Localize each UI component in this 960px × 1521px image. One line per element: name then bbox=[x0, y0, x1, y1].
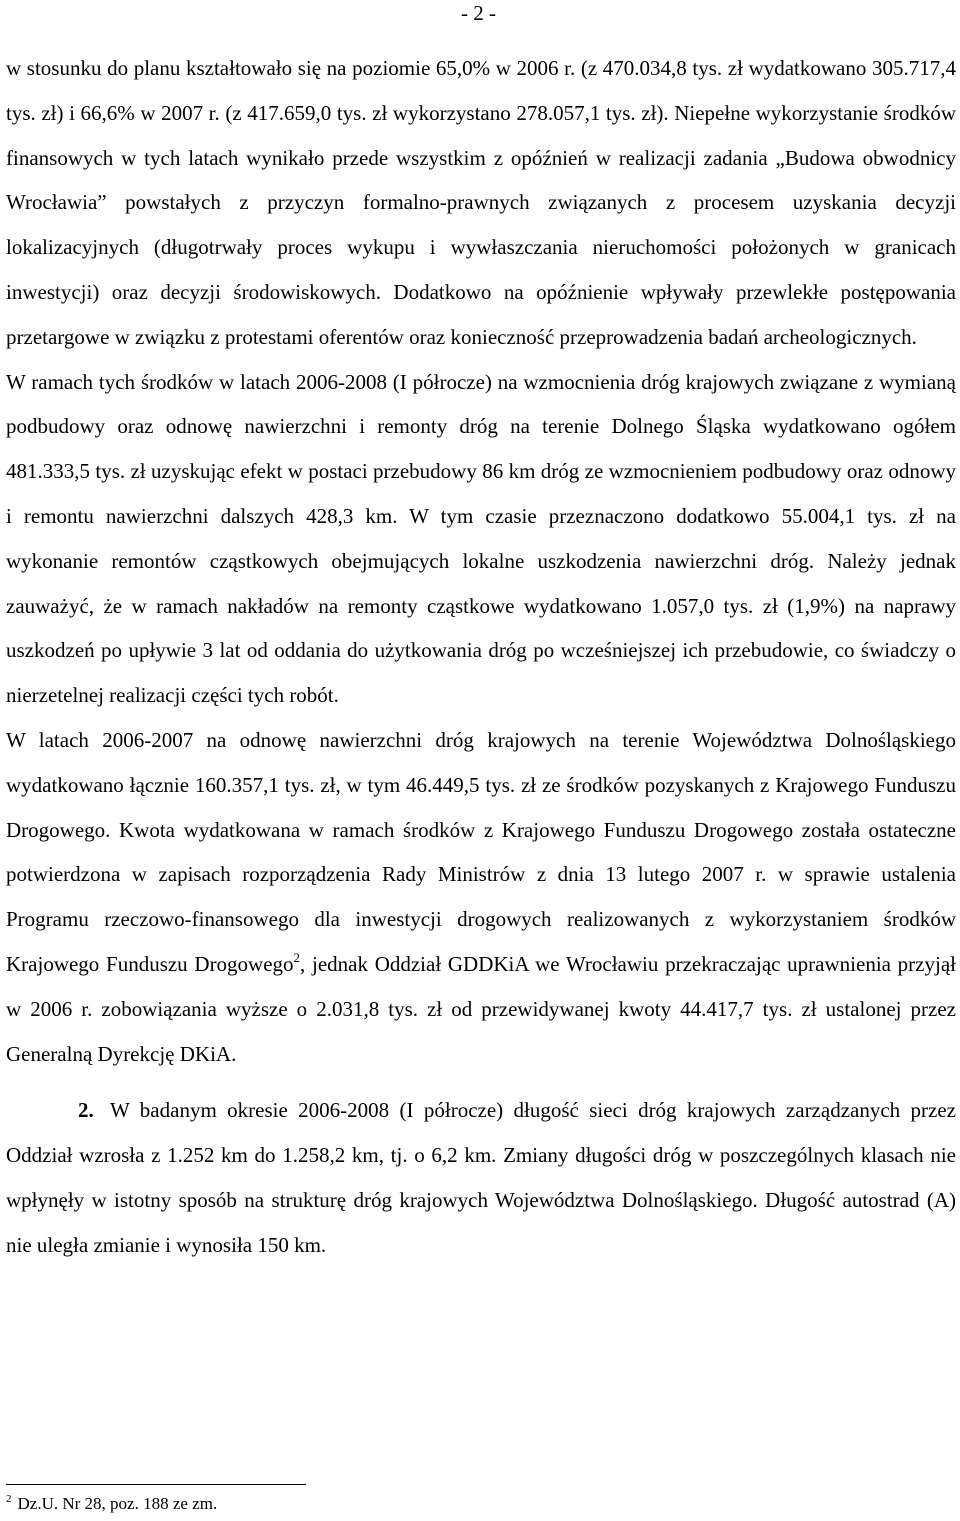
footnote-mark: 2 bbox=[6, 1493, 12, 1505]
paragraph-4 bbox=[6, 1088, 956, 1267]
document-body bbox=[6, 46, 956, 1268]
footnote bbox=[6, 1493, 217, 1515]
section-number: 2. bbox=[78, 1098, 94, 1123]
paragraph-3-text-before: W latach 2006-2007 na odnowę nawierzchni dróg krajowych na terenie Województwa Dolnośląskiego wydatkowano łącznie 160.357,1 tys. zł, w tym 46.449,5 tys. zł ze środków pozyskanych z Krajowego Funduszu Drogowego. Kwota wydatkowana w ramach środków z Krajowego Funduszu Drogowego została ostateczne potwierdzona w zapisach rozporządzenia Rady Ministrów z dnia 13 lutego 2007 r. w sprawie ustalenia Programu rzeczowo-finansowego dla inwestycji drogowych realizowanych z wykorzystaniem środków Krajowego Funduszu Drogowego bbox=[6, 727, 956, 976]
paragraph-4-text: W badanym okresie 2006-2008 (I półrocze) długość sieci dróg krajowych zarządzanych przez Oddział wzrosła z 1.252 km do 1.258,2 km, tj. o 6,2 km. Zmiany długości dróg w poszczególnych klasach nie wpłynęły w istotny sposób na strukturę dróg krajowych Województwa Dolnośląskiego. Długość autostrad (A) nie uległa zmianie i wynosiła 150 km. bbox=[6, 1098, 956, 1257]
footnote-reference[interactable]: 2 bbox=[293, 949, 301, 965]
paragraph-2: W ramach tych środków w latach 2006-2008 (I półrocze) na wzmocnienia dróg krajowych związane z wymianą podbudowy oraz odnowę nawierzchni i remonty dróg na terenie Dolnego Śląska wydatkowano ogółem 481.333,5 tys. zł uzyskując efekt w postaci przebudowy 86 km dróg ze wzmocnieniem podbudowy oraz odnowy i remontu nawierzchni dalszych 428,3 km. W tym czasie przeznaczono dodatkowo 55.004,1 tys. zł na wykonanie remontów cząstkowych obejmujących lokalne uszkodzenia nawierzchni dróg. Należy jednak zauważyć, że w ramach nakładów na remonty cząstkowe wydatkowano 1.057,0 tys. zł (1,9%) na naprawy uszkodzeń po upływie 3 lat od oddania do użytkowania dróg po wcześniejszej ich przebudowie, co świadczy o nierzetelnej realizacji części tych robót. bbox=[6, 369, 956, 708]
paragraph-1: w stosunku do planu kształtowało się na poziomie 65,0% w 2006 r. (z 470.034,8 tys. zł wydatkowano 305.717,4 tys. zł) i 66,6% w 2007 r. (z 417.659,0 tys. zł wykorzystano 278.057,1 tys. zł). Niepełne wykorzystanie środków finansowych w tych latach wynikało przede wszystkim z opóźnień w realizacji zadania „Budowa obwodnicy Wrocławia” powstałych z przyczyn formalno-prawnych związanych z procesem uzyskania decyzji lokalizacyjnych (długotrwały proces wykupu i wywłaszczania nieruchomości położonych w granicach inwestycji) oraz decyzji środowiskowych. Dodatkowo na opóźnienie wpływały przewlekłe postępowania przetargowe w związku z protestami oferentów oraz konieczność przeprowadzenia badań archeologicznych. bbox=[6, 56, 956, 349]
footnote-text: Dz.U. Nr 28, poz. 188 ze zm. bbox=[17, 1494, 218, 1513]
paragraph-3 bbox=[6, 718, 956, 1076]
footnote-divider bbox=[6, 1484, 306, 1485]
page-number: - 2 - bbox=[461, 1, 496, 25]
paragraph-3-text-after: , jednak Oddział GDDKiA we Wrocławiu przekraczając uprawnienia przyjął w 2006 r. zobowiązania wyższe o 2.031,8 tys. zł od przewidywanej kwoty 44.417,7 tys. zł ustalonej przez Generalną Dyrekcję DKiA. bbox=[6, 951, 956, 1066]
